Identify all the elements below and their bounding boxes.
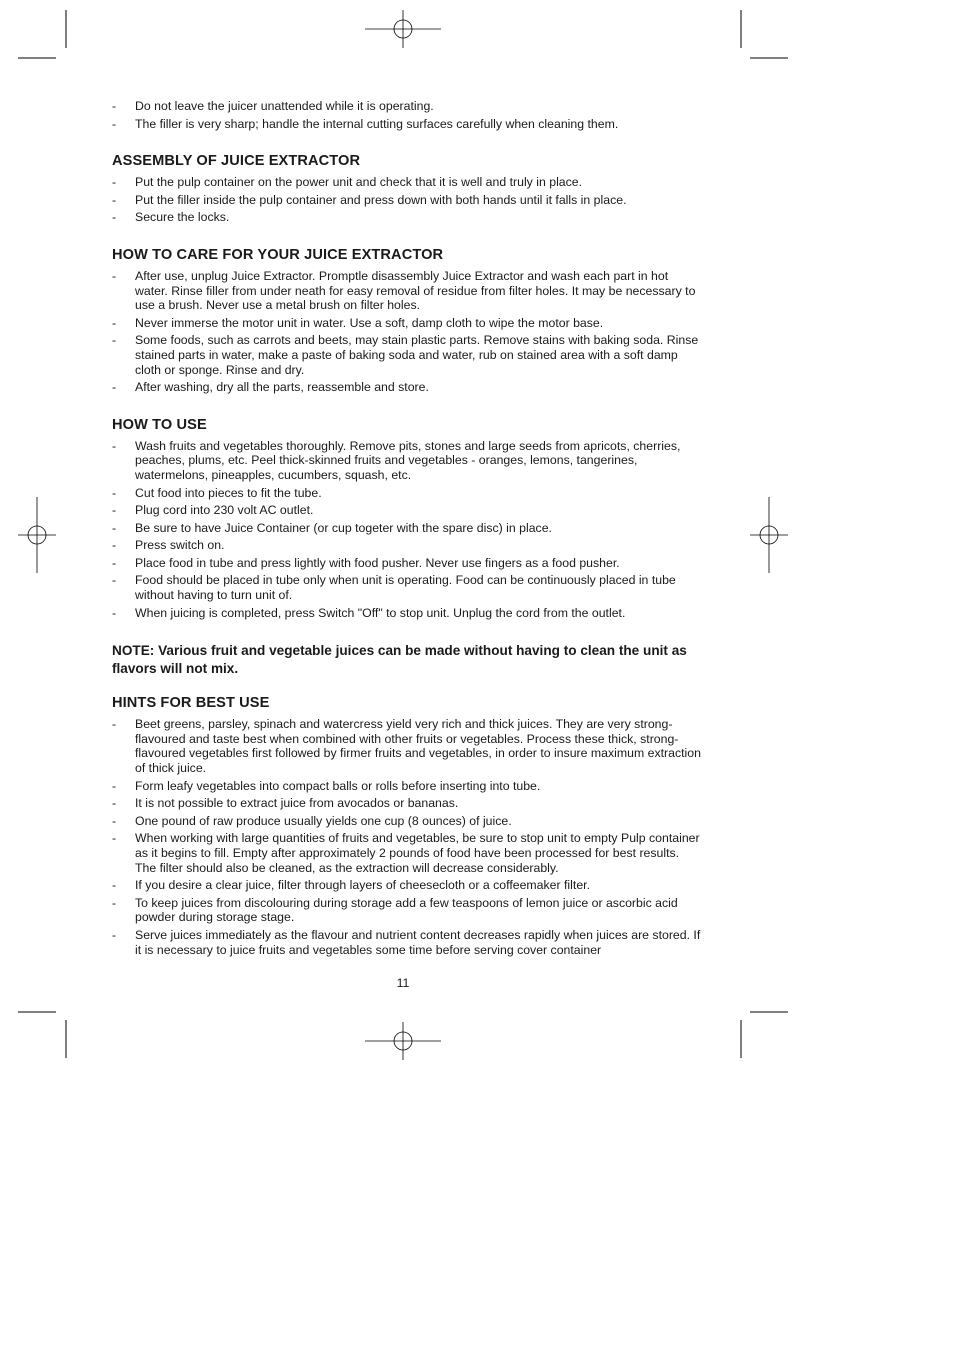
list-item: - Never immerse the motor unit in water. Use a soft, damp cloth to wipe the motor base. — [112, 316, 702, 331]
list-item: - If you desire a clear juice, filter through layers of cheesecloth or a coffeemaker filter. — [112, 878, 702, 893]
assembly-list — [112, 175, 702, 225]
hints-section — [112, 695, 702, 957]
list-item: - Plug cord into 230 volt AC outlet. — [112, 503, 702, 518]
list-item: - Put the filler inside the pulp container and press down with both hands until it falls in place. — [112, 193, 702, 208]
list-item: - After use, unplug Juice Extractor. Promptle disassembly Juice Extractor and wash each part in hot water. Rinse filler from under neath for easy removal of residue from filter holes. It may be necessary to use a brush. Never use a metal brush on filter holes. — [112, 269, 702, 313]
section-heading: HINTS FOR BEST USE — [112, 695, 270, 712]
hints-list — [112, 717, 702, 957]
note-section — [112, 642, 702, 678]
care-section — [112, 247, 702, 395]
list-item: - When juicing is completed, press Switch "Off" to stop unit. Unplug the cord from the outlet. — [112, 606, 702, 621]
list-item: - One pound of raw produce usually yields one cup (8 ounces) of juice. — [112, 814, 702, 829]
list-item: - Cut food into pieces to fit the tube. — [112, 486, 702, 501]
section-heading: HOW TO CARE FOR YOUR JUICE EXTRACTOR — [112, 246, 444, 263]
list-item: - Form leafy vegetables into compact balls or rolls before inserting into tube. — [112, 779, 702, 794]
list-item: - Do not leave the juicer unattended while it is operating. — [112, 99, 702, 114]
document-body — [112, 99, 702, 960]
page-number: 11 — [396, 976, 410, 990]
list-item: - Some foods, such as carrots and beets, may stain plastic parts. Remove stains with baking soda. Rinse stained parts in water, make a paste of baking soda and water, rub on stained area with a soft damp cloth or sponge. Rinse and dry. — [112, 333, 702, 377]
use-list — [112, 439, 702, 621]
list-item: - It is not possible to extract juice from avocados or bananas. — [112, 796, 702, 811]
list-item: - Beet greens, parsley, spinach and watercress yield very rich and thick juices. They are very strong-flavoured and taste best when combined with other fruits or vegetables. Process these thick, strong-flavoured vegetables first followed by firmer fruits and vegetables, in order to insure maximum extraction of thick juice. — [112, 717, 702, 775]
list-item: - Food should be placed in tube only when unit is operating. Food can be continuously placed in tube without having to turn unit of. — [112, 573, 702, 602]
note-text: NOTE: Various fruit and vegetable juices can be made without having to clean the unit as flavors will not mix. — [112, 643, 687, 677]
list-item: - When working with large quantities of fruits and vegetables, be sure to stop unit to empty Pulp container as it begins to fill. Empty after approximately 2 pounds of food have been processed for best results. The filter should also be cleaned, as the extraction will decrease considerably. — [112, 831, 702, 875]
list-item: - Place food in tube and press lightly with food pusher. Never use fingers as a food pusher. — [112, 556, 702, 571]
care-list — [112, 269, 702, 395]
list-item: - Be sure to have Juice Container (or cup togeter with the spare disc) in place. — [112, 521, 702, 536]
list-item: - The filler is very sharp; handle the internal cutting surfaces carefully when cleaning them. — [112, 117, 702, 132]
list-item: - After washing, dry all the parts, reassemble and store. — [112, 380, 702, 395]
list-item: - Secure the locks. — [112, 210, 702, 225]
section-heading: ASSEMBLY OF JUICE EXTRACTOR — [112, 153, 361, 170]
list-item: - Serve juices immediately as the flavour and nutrient content decreases rapidly when juices are stored. If it is necessary to juice fruits and vegetables some time before serving cover container — [112, 928, 702, 957]
list-item: - Press switch on. — [112, 538, 702, 553]
intro-list — [112, 99, 702, 131]
list-item: - To keep juices from discolouring during storage add a few teaspoons of lemon juice or ascorbic acid powder during storage stage. — [112, 896, 702, 925]
use-section — [112, 417, 702, 621]
assembly-section — [112, 153, 702, 225]
section-heading: HOW TO USE — [112, 416, 207, 433]
list-item: - Wash fruits and vegetables thoroughly. Remove pits, stones and large seeds from apricots, cherries, peaches, plums, etc. Peel thick-skinned fruits and vegetables - oranges, lemons, tangerines, watermelons, pineapples, cucumbers, squash, etc. — [112, 439, 702, 483]
list-item: - Put the pulp container on the power unit and check that it is well and truly in place. — [112, 175, 702, 190]
